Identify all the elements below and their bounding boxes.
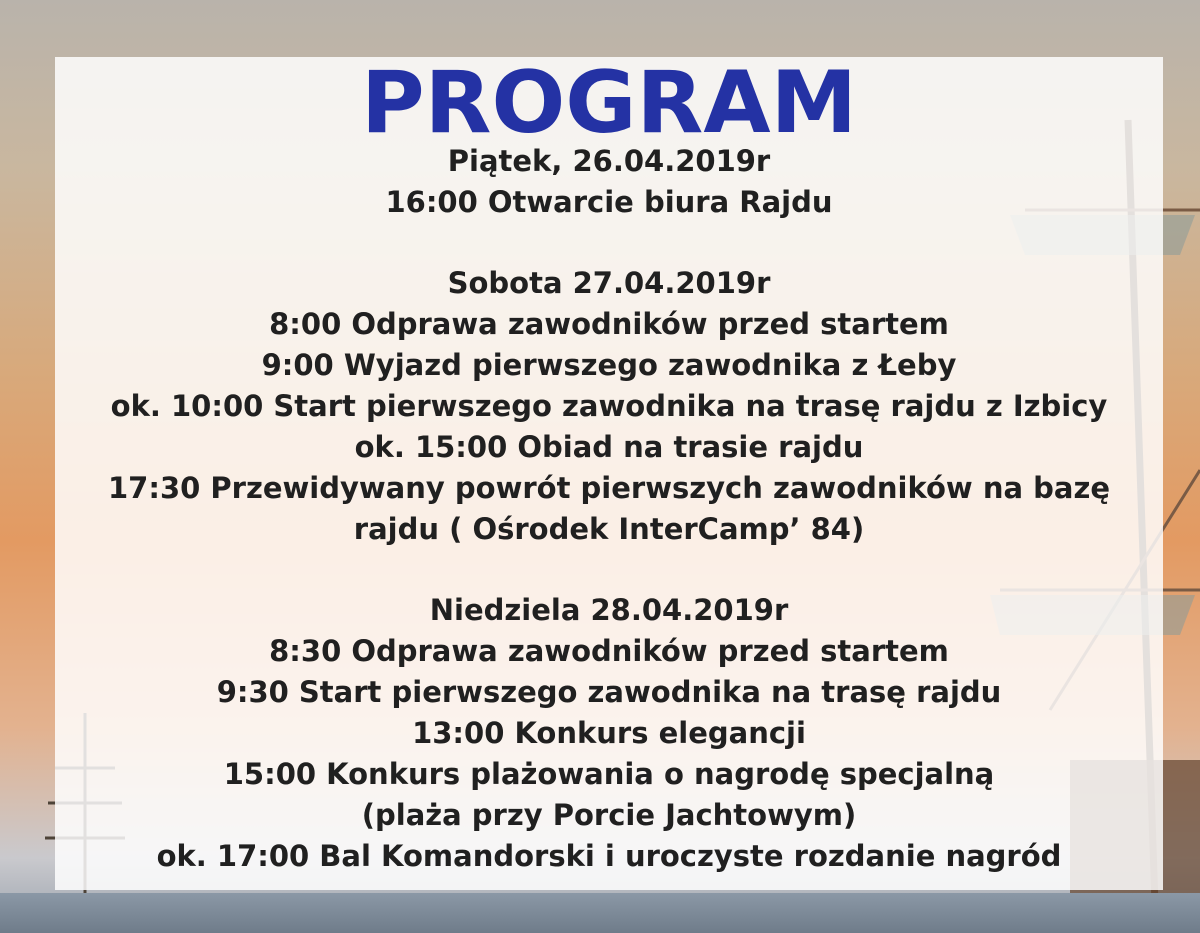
schedule-item: ok. 15:00 Obiad na trasie rajdu	[354, 430, 864, 464]
schedule-item: 13:00 Konkurs elegancji	[412, 716, 806, 750]
svg-text:PROGRAM: PROGRAM	[361, 59, 857, 141]
schedule-item: 9:00 Wyjazd pierwszego zawodnika z Łeby	[261, 348, 957, 382]
program-title-graphic	[357, 59, 861, 141]
schedule-item: ok. 10:00 Start pierwszego zawodnika na trasę rajdu z Izbicy	[110, 389, 1108, 423]
schedule-item: 9:30 Start pierwszego zawodnika na trasę rajdu	[216, 675, 1002, 709]
schedule-item: (plaża przy Porcie Jachtowym)	[361, 798, 857, 832]
sea-background	[0, 893, 1200, 933]
schedule-item: rajdu ( Ośrodek InterCamp’ 84)	[353, 512, 865, 546]
schedule-item: 8:30 Odprawa zawodników przed startem	[269, 634, 949, 668]
day-heading-friday: Piątek, 26.04.2019r	[447, 144, 771, 178]
day-heading-saturday: Sobota 27.04.2019r	[447, 266, 771, 300]
schedule-item: 16:00 Otwarcie biura Rajdu	[385, 185, 833, 219]
schedule-item: ok. 17:00 Bal Komandorski i uroczyste rozdanie nagród	[156, 839, 1062, 873]
page-title	[55, 59, 1163, 145]
day-heading-sunday: Niedziela 28.04.2019r	[429, 593, 789, 627]
schedule	[55, 141, 1163, 877]
schedule-item: 15:00 Konkurs plażowania o nagrodę specjalną	[223, 757, 995, 791]
schedule-item: 17:30 Przewidywany powrót pierwszych zawodników na bazę	[107, 471, 1110, 505]
schedule-item: 8:00 Odprawa zawodników przed startem	[269, 307, 949, 341]
program-panel	[55, 57, 1163, 890]
